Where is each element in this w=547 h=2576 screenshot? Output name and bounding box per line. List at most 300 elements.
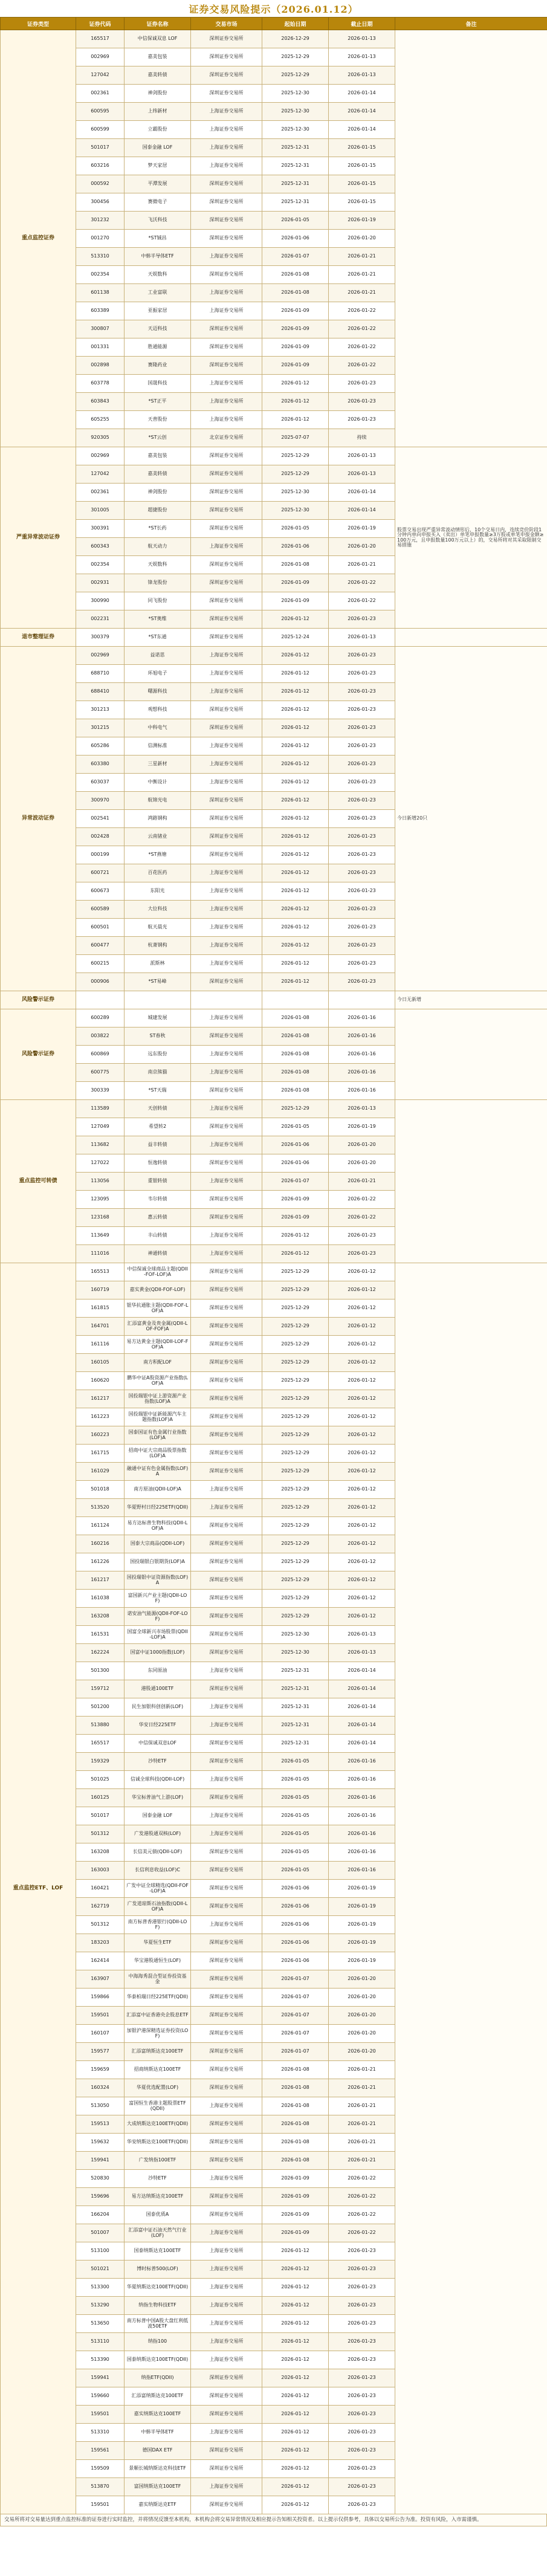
start-date-cell: 2026-01-09	[262, 1191, 329, 1209]
start-date-cell: 2025-12-29	[262, 1499, 329, 1517]
market-cell: 深圳证券交易所	[191, 2079, 262, 2097]
end-date-cell: 2026-01-20	[329, 2007, 395, 2025]
end-date-cell: 2026-01-12	[329, 1426, 395, 1445]
code-cell: 161715	[76, 1445, 125, 1463]
start-date-cell: 2026-01-06	[262, 1934, 329, 1952]
code-cell: 688710	[76, 665, 125, 683]
table-row	[1, 629, 547, 647]
start-date-cell: 2026-01-08	[262, 2134, 329, 2152]
name-cell: 汇添富中证石油天然气行业(LOF)	[125, 2224, 191, 2242]
start-date-cell: 2026-01-08	[262, 1027, 329, 1046]
market-cell: 深圳证券交易所	[191, 629, 262, 647]
code-cell: 159501	[76, 2007, 125, 2025]
market-cell: 深圳证券交易所	[191, 1082, 262, 1100]
market-cell: 上海证券交易所	[191, 2297, 262, 2315]
start-date-cell: 2026-01-09	[262, 302, 329, 320]
market-cell: 深圳证券交易所	[191, 1191, 262, 1209]
start-date-cell: 2026-01-12	[262, 2442, 329, 2460]
start-date-cell: 2025-12-30	[262, 85, 329, 103]
start-date-cell: 2025-12-31	[262, 1662, 329, 1680]
code-cell: 600599	[76, 121, 125, 139]
code-cell: 160223	[76, 1426, 125, 1445]
start-date-cell: 2026-01-12	[262, 937, 329, 955]
end-date-cell: 2026-01-20	[329, 538, 395, 556]
start-date-cell: 2026-01-06	[262, 1916, 329, 1934]
start-date-cell: 2025-12-29	[262, 1372, 329, 1390]
market-cell: 深圳证券交易所	[191, 1299, 262, 1318]
end-date-cell: 2026-01-21	[329, 284, 395, 302]
end-date-cell: 2026-01-19	[329, 212, 395, 230]
end-date-cell: 2026-01-12	[329, 1354, 395, 1372]
start-date-cell: 2025-12-29	[262, 465, 329, 484]
name-cell: 大成纳斯达克100ETF(QDII)	[125, 2115, 191, 2134]
start-date-cell: 2026-01-07	[262, 1173, 329, 1191]
name-cell: 融通中证有色金属指数(LOF)A	[125, 1463, 191, 1481]
code-cell: 111016	[76, 1245, 125, 1263]
market-cell: 上海证券交易所	[191, 1662, 262, 1680]
market-cell: 深圳证券交易所	[191, 1354, 262, 1372]
code-cell: 163208	[76, 1608, 125, 1626]
start-date-cell: 2025-12-30	[262, 121, 329, 139]
name-cell: 南方原油(QDII-LOF)A	[125, 1481, 191, 1499]
code-cell: 002969	[76, 447, 125, 465]
code-cell: 161116	[76, 1336, 125, 1354]
end-date-cell: 2026-01-23	[329, 973, 395, 991]
start-date-cell: 2026-01-08	[262, 1009, 329, 1027]
end-date-cell: 2026-01-23	[329, 828, 395, 846]
code-cell: 161038	[76, 1590, 125, 1608]
end-date-cell: 2026-01-20	[329, 1154, 395, 1173]
end-date-cell: 2026-01-22	[329, 338, 395, 357]
end-date-cell: 2026-01-12	[329, 1590, 395, 1608]
name-cell: 赛微电子	[125, 193, 191, 212]
start-date-cell: 2025-12-31	[262, 157, 329, 175]
end-date-cell: 2026-01-12	[329, 1608, 395, 1626]
end-date-cell: 2026-01-14	[329, 103, 395, 121]
end-date-cell: 2026-01-16	[329, 1046, 395, 1064]
name-cell: 华安日经225ETF	[125, 1717, 191, 1735]
market-cell: 上海证券交易所	[191, 1807, 262, 1825]
start-date-cell: 2025-12-29	[262, 1263, 329, 1281]
start-date-cell: 2026-01-12	[262, 901, 329, 919]
market-cell: 深圳证券交易所	[191, 2387, 262, 2406]
name-cell: 易方达纳斯达克100ETF	[125, 2188, 191, 2206]
code-cell: 165517	[76, 30, 125, 48]
market-cell: 深圳证券交易所	[191, 1862, 262, 1880]
name-cell: 纳指生物科技ETF	[125, 2297, 191, 2315]
header-cell: 起始日期	[262, 18, 329, 30]
name-cell: 华泰柏瑞日经225ETF(QDII)	[125, 1989, 191, 2007]
market-cell: 上海证券交易所	[191, 1245, 262, 1263]
name-cell: 胜通能源	[125, 338, 191, 357]
name-cell: 港股通100ETF	[125, 1680, 191, 1698]
end-date-cell: 2026-01-22	[329, 2170, 395, 2188]
code-cell: 183203	[76, 1934, 125, 1952]
end-date-cell: 2026-01-22	[329, 574, 395, 592]
market-cell: 深圳证券交易所	[191, 1154, 262, 1173]
name-cell: 广发道琼斯石油指数(QDII-LOF)A	[125, 1898, 191, 1916]
start-date-cell: 2026-01-12	[262, 393, 329, 411]
table-header-row	[1, 18, 547, 30]
end-date-cell: 2026-01-22	[329, 320, 395, 338]
name-cell: *ST铖昌	[125, 230, 191, 248]
name-cell: 嘉美转债	[125, 66, 191, 85]
name-cell: 曙源科技	[125, 683, 191, 701]
end-date-cell: 2026-01-23	[329, 2279, 395, 2297]
start-date-cell: 2026-01-12	[262, 919, 329, 937]
end-date-cell: 2026-01-16	[329, 1825, 395, 1843]
note-cell: 股票交易出现严重异常波动情形后，10个交易日内，连续竞价阶段1分钟内单向申报买入（卖出）单笔申报数量≥3万股或单笔申报金额≥100万元，且申报数量100万元以上）的，交易所将对其采取限制交易措施	[395, 447, 547, 629]
start-date-cell: 2026-01-12	[262, 2333, 329, 2351]
end-date-cell: 2026-01-16	[329, 1807, 395, 1825]
code-cell: 920305	[76, 429, 125, 447]
name-cell: 城建发展	[125, 1009, 191, 1027]
name-cell: 国泰金融 LOF	[125, 1807, 191, 1825]
code-cell: 301213	[76, 701, 125, 719]
code-cell: 160125	[76, 1789, 125, 1807]
name-cell: 银华抗通胀主题(QDII-FOF-LOF)A	[125, 1299, 191, 1318]
end-date-cell: 2026-01-16	[329, 1862, 395, 1880]
market-cell: 深圳证券交易所	[191, 1463, 262, 1481]
code-cell: 301215	[76, 719, 125, 737]
end-date-cell: 2026-01-20	[329, 230, 395, 248]
market-cell: 上海证券交易所	[191, 1046, 262, 1064]
market-cell: 深圳证券交易所	[191, 447, 262, 465]
end-date-cell: 2026-01-12	[329, 1571, 395, 1590]
name-cell: 上纬新材	[125, 103, 191, 121]
end-date-cell: 2026-01-20	[329, 1136, 395, 1154]
start-date-cell: 2026-01-12	[262, 2387, 329, 2406]
start-date-cell: 2026-01-06	[262, 1136, 329, 1154]
market-cell: 深圳证券交易所	[191, 1209, 262, 1227]
end-date-cell: 2026-01-23	[329, 2442, 395, 2460]
end-date-cell: 2026-01-14	[329, 1717, 395, 1735]
name-cell: 航天晨光	[125, 919, 191, 937]
code-cell: 603216	[76, 157, 125, 175]
code-cell: 600775	[76, 1064, 125, 1082]
end-date-cell: 2026-01-19	[329, 1898, 395, 1916]
end-date-cell: 2026-01-20	[329, 2025, 395, 2043]
start-date-cell: 2026-01-05	[262, 1753, 329, 1771]
market-cell: 深圳证券交易所	[191, 701, 262, 719]
code-cell: 161531	[76, 1626, 125, 1644]
end-date-cell: 2026-01-23	[329, 864, 395, 882]
market-cell: 深圳证券交易所	[191, 48, 262, 66]
code-cell: 002969	[76, 48, 125, 66]
market-cell: 深圳证券交易所	[191, 1952, 262, 1970]
start-date-cell: 2025-12-29	[262, 1354, 329, 1372]
end-date-cell: 2026-01-12	[329, 1463, 395, 1481]
end-date-cell: 2026-01-16	[329, 1027, 395, 1046]
end-date-cell: 2026-01-12	[329, 1481, 395, 1499]
market-cell: 上海证券交易所	[191, 411, 262, 429]
start-date-cell: 2025-12-29	[262, 1426, 329, 1445]
name-cell: 德国DAX ETF	[125, 2442, 191, 2460]
start-date-cell: 2026-01-12	[262, 1245, 329, 1263]
start-date-cell: 2026-01-12	[262, 2242, 329, 2260]
start-date-cell: 2026-01-12	[262, 973, 329, 991]
start-date-cell: 2026-01-12	[262, 610, 329, 629]
code-cell: 000199	[76, 846, 125, 864]
market-cell: 深圳证券交易所	[191, 2115, 262, 2134]
end-date-cell: 2026-01-19	[329, 1952, 395, 1970]
market-cell: 深圳证券交易所	[191, 2043, 262, 2061]
market-cell: 深圳证券交易所	[191, 1608, 262, 1626]
name-cell: 中衡设计	[125, 774, 191, 792]
market-cell: 上海证券交易所	[191, 774, 262, 792]
code-cell: 300990	[76, 592, 125, 610]
start-date-cell: 2026-01-05	[262, 1843, 329, 1862]
end-date-cell: 2026-01-23	[329, 719, 395, 737]
code-cell: 127022	[76, 1154, 125, 1173]
end-date-cell: 2026-01-23	[329, 2369, 395, 2387]
name-cell: 国投瑞银中证新能源汽车主题指数(LOF)A	[125, 1408, 191, 1426]
end-date-cell: 2026-01-14	[329, 85, 395, 103]
end-date-cell: 2026-01-12	[329, 1281, 395, 1299]
start-date-cell: 2026-01-12	[262, 2260, 329, 2279]
name-cell: 神剑股份	[125, 484, 191, 502]
market-cell: 深圳证券交易所	[191, 1571, 262, 1590]
code-cell: 513650	[76, 2315, 125, 2333]
empty-cell	[329, 991, 395, 1009]
market-cell: 深圳证券交易所	[191, 1445, 262, 1463]
name-cell: 环旭电子	[125, 665, 191, 683]
market-cell: 北京证券交易所	[191, 429, 262, 447]
start-date-cell: 2025-12-31	[262, 193, 329, 212]
name-cell: 华宝港股通恒生(LOF)	[125, 1952, 191, 1970]
code-cell: 600595	[76, 103, 125, 121]
code-cell: 159941	[76, 2369, 125, 2387]
end-date-cell: 2026-01-13	[329, 1644, 395, 1662]
market-cell: 上海证券交易所	[191, 2279, 262, 2297]
code-cell: 600215	[76, 955, 125, 973]
market-cell: 深圳证券交易所	[191, 320, 262, 338]
start-date-cell: 2026-01-07	[262, 2043, 329, 2061]
name-cell: 汇添富黄金及贵金属(QDII-LOF-FOF)A	[125, 1318, 191, 1336]
market-cell: 上海证券交易所	[191, 864, 262, 882]
end-date-cell: 2026-01-23	[329, 737, 395, 756]
name-cell: 益诺思	[125, 647, 191, 665]
end-date-cell: 2026-01-21	[329, 556, 395, 574]
start-date-cell: 2025-12-31	[262, 1680, 329, 1698]
market-cell: 深圳证券交易所	[191, 1880, 262, 1898]
end-date-cell: 2026-01-22	[329, 592, 395, 610]
note-cell	[395, 1100, 547, 1263]
end-date-cell: 2026-01-23	[329, 2478, 395, 2496]
end-date-cell: 2026-01-12	[329, 1299, 395, 1318]
code-cell: 159632	[76, 2134, 125, 2152]
start-date-cell: 2026-01-12	[262, 701, 329, 719]
name-cell: 南方标普香港银行(QDII-LOF)	[125, 1916, 191, 1934]
market-cell: 深圳证券交易所	[191, 2152, 262, 2170]
note-cell: 今日新增20只	[395, 647, 547, 991]
market-cell: 上海证券交易所	[191, 937, 262, 955]
name-cell: 丰山转债	[125, 1227, 191, 1245]
market-cell: 深圳证券交易所	[191, 1535, 262, 1553]
empty-cell	[191, 991, 262, 1009]
note-cell	[395, 1263, 547, 2514]
start-date-cell: 2026-01-06	[262, 1880, 329, 1898]
market-cell: 深圳证券交易所	[191, 357, 262, 375]
name-cell: 汇添富中证香港央企股息ETF	[125, 2007, 191, 2025]
market-cell: 上海证券交易所	[191, 393, 262, 411]
start-date-cell: 2025-12-31	[262, 175, 329, 193]
start-date-cell: 2026-01-12	[262, 375, 329, 393]
end-date-cell: 2026-01-21	[329, 1173, 395, 1191]
code-cell: 127049	[76, 1118, 125, 1136]
market-cell: 上海证券交易所	[191, 2478, 262, 2496]
start-date-cell: 2026-01-08	[262, 2115, 329, 2134]
code-cell: 159501	[76, 2496, 125, 2514]
market-cell: 上海证券交易所	[191, 2097, 262, 2115]
code-cell: 300379	[76, 629, 125, 647]
start-date-cell: 2025-12-29	[262, 48, 329, 66]
note-cell: 今日无新增	[395, 991, 547, 1009]
end-date-cell: 2026-01-12	[329, 1390, 395, 1408]
market-cell: 深圳证券交易所	[191, 2134, 262, 2152]
end-date-cell: 2026-01-20	[329, 1970, 395, 1989]
name-cell: 信测标准	[125, 737, 191, 756]
name-cell: 景顺长城纳斯达克科技ETF	[125, 2460, 191, 2478]
end-date-cell: 2026-01-23	[329, 774, 395, 792]
category-cell: 重点监控ETF、LOF	[1, 1263, 76, 2514]
name-cell: 国泰金融 LOF	[125, 139, 191, 157]
code-cell: 501007	[76, 2224, 125, 2242]
code-cell: 002428	[76, 828, 125, 846]
name-cell: 华安纳斯达克100ETF(QDII)	[125, 2134, 191, 2152]
code-cell: 162414	[76, 1952, 125, 1970]
code-cell: 159561	[76, 2442, 125, 2460]
code-cell: 161815	[76, 1299, 125, 1318]
code-cell: 501018	[76, 1481, 125, 1499]
name-cell: 立霸股份	[125, 121, 191, 139]
empty-cell	[262, 991, 329, 1009]
name-cell: 嘉美包装	[125, 447, 191, 465]
end-date-cell: 2026-01-14	[329, 1735, 395, 1753]
end-date-cell: 2026-01-23	[329, 375, 395, 393]
market-cell: 深圳证券交易所	[191, 1789, 262, 1807]
start-date-cell: 2026-01-12	[262, 864, 329, 882]
code-cell: 301005	[76, 502, 125, 520]
market-cell: 深圳证券交易所	[191, 230, 262, 248]
start-date-cell: 2025-12-29	[262, 1590, 329, 1608]
start-date-cell: 2026-01-12	[262, 774, 329, 792]
start-date-cell: 2026-01-12	[262, 2351, 329, 2369]
code-cell: 159501	[76, 2406, 125, 2424]
start-date-cell: 2025-12-29	[262, 66, 329, 85]
market-cell: 深圳证券交易所	[191, 2442, 262, 2460]
market-cell: 上海证券交易所	[191, 1717, 262, 1735]
end-date-cell: 2026-01-14	[329, 484, 395, 502]
market-cell: 上海证券交易所	[191, 1481, 262, 1499]
end-date-cell: 2026-01-23	[329, 701, 395, 719]
market-cell: 上海证券交易所	[191, 2224, 262, 2242]
start-date-cell: 2025-12-30	[262, 103, 329, 121]
name-cell: 天迈科技	[125, 320, 191, 338]
code-cell: 002931	[76, 574, 125, 592]
market-cell: 深圳证券交易所	[191, 2206, 262, 2224]
name-cell: 沙特ETF	[125, 1753, 191, 1771]
name-cell: 广发纳指100ETF	[125, 2152, 191, 2170]
start-date-cell: 2026-01-05	[262, 1807, 329, 1825]
code-cell: 159513	[76, 2115, 125, 2134]
market-cell: 上海证券交易所	[191, 2242, 262, 2260]
market-cell: 深圳证券交易所	[191, 1336, 262, 1354]
name-cell: 飞沃科技	[125, 212, 191, 230]
start-date-cell: 2026-01-08	[262, 556, 329, 574]
end-date-cell: 2026-01-23	[329, 2333, 395, 2351]
start-date-cell: 2026-01-09	[262, 320, 329, 338]
code-cell: 001331	[76, 338, 125, 357]
end-date-cell: 2026-01-13	[329, 447, 395, 465]
market-cell: 上海证券交易所	[191, 919, 262, 937]
note-cell	[395, 629, 547, 647]
start-date-cell: 2026-01-05	[262, 1118, 329, 1136]
code-cell: 501017	[76, 139, 125, 157]
start-date-cell: 2026-01-12	[262, 810, 329, 828]
code-cell: 123095	[76, 1191, 125, 1209]
start-date-cell: 2025-12-31	[262, 1698, 329, 1717]
name-cell: 嘉美包装	[125, 48, 191, 66]
note-cell	[395, 30, 547, 447]
start-date-cell: 2026-01-09	[262, 2170, 329, 2188]
end-date-cell: 2026-01-23	[329, 846, 395, 864]
start-date-cell: 2026-01-06	[262, 538, 329, 556]
code-cell: 600721	[76, 864, 125, 882]
end-date-cell: 2026-01-23	[329, 1227, 395, 1245]
market-cell: 深圳证券交易所	[191, 1318, 262, 1336]
section-row	[1, 991, 547, 1009]
category-cell: 重点监控证券	[1, 30, 76, 447]
name-cell: 招商纳斯达克100ETF	[125, 2061, 191, 2079]
end-date-cell: 2026-01-19	[329, 1934, 395, 1952]
code-cell: 159696	[76, 2188, 125, 2206]
market-cell: 深圳证券交易所	[191, 592, 262, 610]
code-cell: 165517	[76, 1735, 125, 1753]
market-cell: 上海证券交易所	[191, 1009, 262, 1027]
code-cell: 600589	[76, 901, 125, 919]
code-cell: 605286	[76, 737, 125, 756]
end-date-cell: 2026-01-23	[329, 665, 395, 683]
start-date-cell: 2025-12-29	[262, 1299, 329, 1318]
end-date-cell: 2026-01-23	[329, 937, 395, 955]
code-cell: 688410	[76, 683, 125, 701]
name-cell: 同飞股份	[125, 592, 191, 610]
market-cell: 上海证券交易所	[191, 2170, 262, 2188]
end-date-cell: 2026-01-16	[329, 1789, 395, 1807]
market-cell: 深圳证券交易所	[191, 1027, 262, 1046]
code-cell: 513870	[76, 2478, 125, 2496]
code-cell: 159577	[76, 2043, 125, 2061]
end-date-cell: 2026-01-16	[329, 1082, 395, 1100]
category-cell: 异常波动证券	[1, 647, 76, 991]
start-date-cell: 2025-12-29	[262, 1535, 329, 1553]
code-cell: 513110	[76, 2333, 125, 2351]
code-cell: 160107	[76, 2025, 125, 2043]
end-date-cell: 2026-01-22	[329, 2188, 395, 2206]
market-cell: 深圳证券交易所	[191, 266, 262, 284]
name-cell: 民生加银科创创新(LOF)	[125, 1698, 191, 1717]
end-date-cell: 2026-01-14	[329, 121, 395, 139]
name-cell: 杭萧钢构	[125, 937, 191, 955]
end-date-cell: 持续	[329, 429, 395, 447]
name-cell: *ST易峰	[125, 973, 191, 991]
code-cell: 600289	[76, 1009, 125, 1027]
market-cell: 上海证券交易所	[191, 1499, 262, 1517]
code-cell: 002354	[76, 556, 125, 574]
start-date-cell: 2025-12-29	[262, 1553, 329, 1571]
code-cell: 002361	[76, 484, 125, 502]
